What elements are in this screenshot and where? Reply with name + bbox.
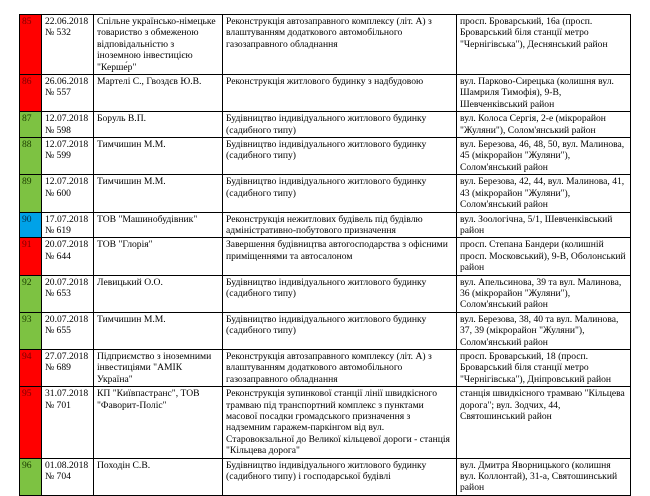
decision-date: 20.07.2018 bbox=[45, 239, 89, 251]
date-cell bbox=[42, 312, 94, 349]
object-cell bbox=[223, 75, 457, 112]
decision-date: 17.07.2018 bbox=[45, 213, 89, 225]
row-number-cell bbox=[20, 112, 42, 138]
permits-table bbox=[19, 14, 631, 496]
decision-date: 26.06.2018 bbox=[45, 76, 89, 88]
decision-number: № 701 bbox=[45, 399, 71, 411]
object-cell bbox=[223, 387, 457, 458]
row-number-cell bbox=[20, 238, 42, 275]
row-number: 96 bbox=[22, 459, 32, 471]
object-description: Реконструкція житлового будинку з надбудовою bbox=[226, 76, 424, 88]
object-cell bbox=[223, 212, 457, 238]
applicant-cell bbox=[94, 387, 223, 458]
table-row bbox=[20, 112, 631, 138]
object-cell bbox=[223, 112, 457, 138]
applicant: Спільне українсько-німецьке товариство з обмеженою відповідальністю з іноземною інвестицією "Керше́р" bbox=[97, 16, 216, 73]
applicant-cell bbox=[94, 349, 223, 386]
address: станція швидкісного трамваю "Кільцева дорога"; вул. Зодчих, 44, Святошинський район bbox=[460, 388, 625, 422]
date-cell bbox=[42, 112, 94, 138]
object-description: Реконструкція автозаправного комплексу (літ. А) з влаштуванням додаткового автомобільного газозаправного обладнання bbox=[226, 350, 432, 385]
object-cell bbox=[223, 312, 457, 349]
applicant: Левицький О.О. bbox=[97, 276, 163, 288]
address-cell bbox=[457, 212, 631, 238]
table-row bbox=[20, 275, 631, 312]
applicant: Походін С.В. bbox=[97, 459, 151, 471]
object-description: Будівництво індивідуального житлового будинку (садибного типу) bbox=[226, 176, 427, 199]
applicant-cell bbox=[94, 15, 223, 75]
applicant-cell bbox=[94, 75, 223, 112]
table-row bbox=[20, 387, 631, 458]
address: вул. Березова, 42, 44, вул. Малинова, 41, 43 (мікрорайон "Жуляни"), Солом'янський район bbox=[460, 176, 625, 211]
row-number-cell bbox=[20, 349, 42, 386]
decision-date: 31.07.2018 bbox=[45, 388, 89, 400]
object-description: Завершення будівництва автогосподарства з офісними приміщеннями та автосалоном bbox=[226, 239, 448, 262]
table-body bbox=[20, 15, 631, 496]
object-cell bbox=[223, 458, 457, 495]
row-number: 95 bbox=[22, 388, 32, 400]
address: вул. Парково-Сирецька (колишня вул. Шамриля Тимофія), 9-В, Шевченківський район bbox=[460, 76, 614, 110]
applicant: КП "Київпастранс", ТОВ "Фаворит-Поліс" bbox=[97, 388, 200, 411]
row-number-cell bbox=[20, 458, 42, 495]
row-number-cell bbox=[20, 387, 42, 458]
object-description: Будівництво індивідуального житлового будинку (садибного типу) bbox=[226, 139, 427, 162]
address-cell bbox=[457, 349, 631, 386]
applicant-cell bbox=[94, 138, 223, 175]
decision-number: № 644 bbox=[45, 250, 71, 262]
object-description: Реконструкція автозаправного комплексу (літ. А) з влаштуванням додаткового автомобільного газозаправного обладнання bbox=[226, 16, 432, 50]
row-number-cell bbox=[20, 138, 42, 175]
row-number: 94 bbox=[22, 350, 32, 362]
table-row bbox=[20, 349, 631, 386]
date-cell bbox=[42, 238, 94, 275]
decision-date: 20.07.2018 bbox=[45, 313, 89, 325]
address-cell bbox=[457, 238, 631, 275]
date-cell bbox=[42, 458, 94, 495]
object-cell bbox=[223, 138, 457, 175]
applicant: Тимчишин М.М. bbox=[97, 139, 166, 151]
decision-number: № 704 bbox=[45, 471, 71, 483]
decision-date: 20.07.2018 bbox=[45, 276, 89, 288]
date-cell bbox=[42, 275, 94, 312]
address-cell bbox=[457, 312, 631, 349]
address: вул. Зоологічна, 5/1, Шевченківський район bbox=[460, 213, 613, 236]
row-number-cell bbox=[20, 275, 42, 312]
row-number: 85 bbox=[22, 16, 32, 27]
decision-date: 12.07.2018 bbox=[45, 139, 89, 151]
address-cell bbox=[457, 387, 631, 458]
address: просп. Броварський, 16а (просп. Броварський біля станції метро "Чернігівська"), Деснянський район bbox=[460, 16, 608, 50]
row-number: 90 bbox=[22, 213, 32, 225]
applicant-cell bbox=[94, 312, 223, 349]
applicant-cell bbox=[94, 175, 223, 212]
table-row bbox=[20, 75, 631, 112]
table-row bbox=[20, 458, 631, 495]
decision-date: 01.08.2018 bbox=[45, 459, 89, 471]
date-cell bbox=[42, 349, 94, 386]
table-row bbox=[20, 138, 631, 175]
decision-number: № 599 bbox=[45, 150, 71, 162]
row-number: 88 bbox=[22, 139, 32, 151]
object-description: Будівництво індивідуального житлового будинку (садибного типу) bbox=[226, 313, 427, 337]
row-number: 91 bbox=[22, 239, 32, 251]
address-cell bbox=[457, 75, 631, 112]
row-number-cell bbox=[20, 312, 42, 349]
decision-number: № 619 bbox=[45, 224, 71, 236]
row-number: 86 bbox=[22, 76, 32, 88]
date-cell bbox=[42, 387, 94, 458]
object-cell bbox=[223, 349, 457, 386]
object-cell bbox=[223, 275, 457, 312]
object-cell bbox=[223, 15, 457, 75]
address: вул. Дмитра Яворницького (колишня вул. Коллонтай), 31-а, Святошинський район bbox=[460, 459, 618, 494]
object-description: Реконструкція нежитлових будівель під будівлю адміністративно-побутового призначення bbox=[226, 213, 423, 236]
row-number: 93 bbox=[22, 313, 32, 325]
decision-number: № 655 bbox=[45, 325, 71, 337]
address-cell bbox=[457, 458, 631, 495]
address: вул. Березова, 46, 48, 50, вул. Малинова, 45 (мікрорайон "Жуляни"), Солом'янський район bbox=[460, 139, 625, 173]
address: вул. Колоса Сергія, 2-е (мікрорайон "Жуляни"), Солом'янський район bbox=[460, 113, 606, 136]
decision-date: 27.07.2018 bbox=[45, 350, 89, 362]
row-number-cell bbox=[20, 212, 42, 238]
object-cell bbox=[223, 175, 457, 212]
applicant-cell bbox=[94, 112, 223, 138]
decision-number: № 689 bbox=[45, 362, 71, 374]
row-number: 89 bbox=[22, 176, 32, 188]
row-number-cell bbox=[20, 175, 42, 212]
date-cell bbox=[42, 15, 94, 75]
address: просп. Степана Бандери (колишній просп. Московський), 9-В, Оболонський район bbox=[460, 239, 626, 274]
date-cell bbox=[42, 75, 94, 112]
address: вул. Березова, 38, 40 та вул. Малинова, 37, 39 (мікрорайон "Жуляни"), Солом'янський район bbox=[460, 313, 619, 348]
address: просп. Броварський, 18 (просп. Броварський біля станції метро "Чернігівська"), Дніпровський район bbox=[460, 350, 612, 385]
table-row bbox=[20, 238, 631, 275]
decision-date: 12.07.2018 bbox=[45, 176, 89, 188]
applicant: ТОВ "Машинобудівник" bbox=[97, 213, 198, 225]
decision-number: № 653 bbox=[45, 287, 71, 299]
decision-number: № 557 bbox=[45, 87, 71, 99]
applicant: Тимчишин М.М. bbox=[97, 313, 166, 325]
decision-number: № 598 bbox=[45, 124, 71, 136]
row-number: 87 bbox=[22, 113, 32, 125]
table-row bbox=[20, 312, 631, 349]
applicant: Мартелі С., Гвоздєв Ю.В. bbox=[97, 76, 202, 88]
address-cell bbox=[457, 175, 631, 212]
decision-date: 12.07.2018 bbox=[45, 113, 89, 125]
decision-number: № 532 bbox=[45, 27, 71, 39]
applicant-cell bbox=[94, 212, 223, 238]
table-row bbox=[20, 212, 631, 238]
address: вул. Апельсинова, 39 та вул. Малинова, 36 (мікрорайон "Жуляни"), Солом'янський район bbox=[460, 276, 622, 311]
decision-date: 22.06.2018 bbox=[45, 16, 89, 27]
date-cell bbox=[42, 138, 94, 175]
table-row bbox=[20, 175, 631, 212]
applicant-cell bbox=[94, 275, 223, 312]
table-row bbox=[20, 15, 631, 75]
applicant: Боруль В.П. bbox=[97, 113, 147, 125]
address-cell bbox=[457, 275, 631, 312]
row-number-cell bbox=[20, 15, 42, 75]
row-number: 92 bbox=[22, 276, 32, 288]
applicant-cell bbox=[94, 458, 223, 495]
address-cell bbox=[457, 112, 631, 138]
decision-number: № 600 bbox=[45, 187, 71, 199]
applicant-cell bbox=[94, 238, 223, 275]
address-cell bbox=[457, 15, 631, 75]
object-description: Реконструкція зупинкової станції лінії швидкісного трамваю під транспортний комплекс з пунктами масової посадки громадського призначення з надземним гаражем-паркінгом від вул. Старовокзальної до Великої кільцевої дороги - станція "Кільцева дорога" bbox=[226, 388, 450, 457]
object-description: Будівництво індивідуального житлового будинку (садибного типу) bbox=[226, 276, 427, 299]
address-cell bbox=[457, 138, 631, 175]
object-description: Будівництво індивідуального житлового будинку (садибного типу) bbox=[226, 113, 427, 136]
row-number-cell bbox=[20, 75, 42, 112]
object-description: Будівництво індивідуального житлового будинку (садибного типу) і господарської будівлі bbox=[226, 459, 427, 483]
object-cell bbox=[223, 238, 457, 275]
date-cell bbox=[42, 175, 94, 212]
applicant: ТОВ "Глорія" bbox=[97, 239, 153, 251]
date-cell bbox=[42, 212, 94, 238]
applicant: Підприємство з іноземними інвестиціями "АМІК Україна" bbox=[97, 350, 212, 385]
applicant: Тимчишин М.М. bbox=[97, 176, 166, 188]
